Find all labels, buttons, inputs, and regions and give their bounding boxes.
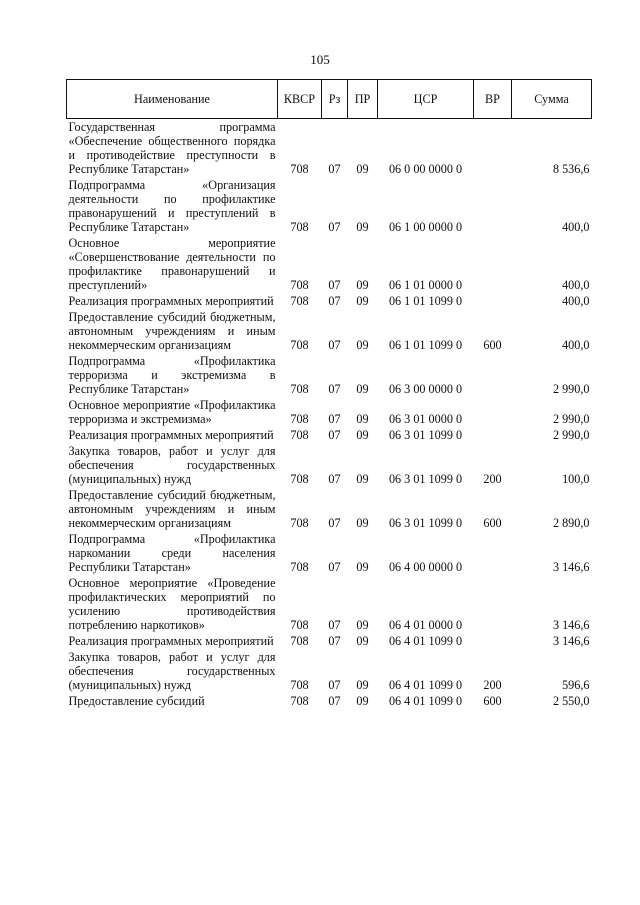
row-pr: 09: [356, 220, 369, 234]
row-kvsr: 708: [290, 694, 309, 708]
row-sum: 3 146,6: [552, 634, 590, 648]
row-pr: 09: [356, 294, 369, 308]
row-kvsr: 708: [290, 560, 309, 574]
table-header-row: [67, 80, 592, 119]
row-vr: [474, 427, 512, 443]
row-pr: 09: [356, 516, 369, 530]
row-sum: 400,0: [562, 338, 590, 352]
row-rz: 07: [328, 278, 341, 292]
row-vr: [474, 397, 512, 427]
row-pr: 09: [356, 278, 369, 292]
row-rz: 07: [328, 472, 341, 486]
row-pr: 09: [356, 634, 369, 648]
header-rz: Рз: [322, 80, 348, 119]
row-csr: 06 3 01 1099 0: [388, 428, 463, 442]
row-rz: 07: [328, 412, 341, 426]
row-vr: 600: [483, 338, 502, 352]
row-rz: 07: [328, 694, 341, 708]
row-vr: [474, 633, 512, 649]
row-csr: 06 1 01 1099 0: [388, 294, 463, 308]
row-rz: 07: [328, 338, 341, 352]
table-row: [67, 427, 592, 443]
row-name: Предоставление субсидий бюджетным, автономным учреждениям и иным некоммерческим организациям: [68, 488, 276, 530]
row-kvsr: 708: [290, 278, 309, 292]
row-pr: 09: [356, 428, 369, 442]
row-csr: 06 3 01 1099 0: [388, 516, 463, 530]
header-kvsr: КВСР: [278, 80, 322, 119]
row-sum: 2 890,0: [552, 516, 590, 530]
row-csr: 06 4 01 1099 0: [388, 678, 463, 692]
row-kvsr: 708: [290, 294, 309, 308]
row-vr: 200: [483, 678, 502, 692]
row-csr: 06 4 01 1099 0: [388, 694, 463, 708]
table-row: [67, 575, 592, 633]
row-csr: 06 3 01 1099 0: [388, 472, 463, 486]
row-csr: 06 4 00 0000 0: [388, 560, 463, 574]
row-kvsr: 708: [290, 618, 309, 632]
row-name: Предоставление субсидий: [68, 694, 205, 708]
row-vr: 200: [483, 472, 502, 486]
row-name: Реализация программных мероприятий: [68, 634, 274, 648]
row-name: Основное мероприятие «Профилактика терроризма и экстремизма»: [68, 398, 276, 426]
row-rz: 07: [328, 678, 341, 692]
table-row: [67, 353, 592, 397]
row-sum: 3 146,6: [552, 560, 590, 574]
row-kvsr: 708: [290, 412, 309, 426]
row-vr: [474, 293, 512, 309]
table-row: [67, 177, 592, 235]
row-vr: [474, 353, 512, 397]
row-pr: 09: [356, 560, 369, 574]
table-row: [67, 531, 592, 575]
row-rz: 07: [328, 428, 341, 442]
row-name: Подпрограмма «Профилактика наркомании среди населения Республики Татарстан»: [68, 532, 276, 574]
page-number: 105: [310, 52, 330, 67]
row-vr: 600: [483, 694, 502, 708]
row-vr: [474, 575, 512, 633]
row-vr: [474, 531, 512, 575]
row-pr: 09: [356, 618, 369, 632]
row-kvsr: 708: [290, 634, 309, 648]
table-row: [67, 443, 592, 487]
row-vr: 600: [483, 516, 502, 530]
header-sum: Сумма: [512, 80, 592, 119]
header-name: Наименование: [67, 80, 278, 119]
row-kvsr: 708: [290, 472, 309, 486]
row-csr: 06 3 00 0000 0: [388, 382, 463, 396]
row-sum: 2 550,0: [552, 694, 590, 708]
row-pr: 09: [356, 694, 369, 708]
row-sum: 8 536,6: [552, 162, 590, 176]
row-sum: 400,0: [562, 220, 590, 234]
row-pr: 09: [356, 472, 369, 486]
row-name: Реализация программных мероприятий: [68, 294, 274, 308]
table-row: [67, 119, 592, 178]
row-csr: 06 1 01 1099 0: [388, 338, 463, 352]
row-vr: [474, 119, 512, 178]
row-kvsr: 708: [290, 382, 309, 396]
header-pr: ПР: [348, 80, 378, 119]
row-rz: 07: [328, 220, 341, 234]
table-row: [67, 235, 592, 293]
table-row: [67, 309, 592, 353]
row-sum: 2 990,0: [552, 412, 590, 426]
row-kvsr: 708: [290, 678, 309, 692]
row-vr: [474, 177, 512, 235]
row-name: Государственная программа «Обеспечение общественного порядка и противодействие преступности в Республике Татарстан»: [68, 120, 276, 176]
row-kvsr: 708: [290, 338, 309, 352]
row-rz: 07: [328, 294, 341, 308]
table-row: [67, 487, 592, 531]
row-vr: [474, 235, 512, 293]
table-row: [67, 649, 592, 693]
row-pr: 09: [356, 338, 369, 352]
row-name: Закупка товаров, работ и услуг для обеспечения государственных (муниципальных) нужд: [68, 444, 276, 486]
row-rz: 07: [328, 516, 341, 530]
budget-table: [66, 79, 592, 709]
row-rz: 07: [328, 382, 341, 396]
row-pr: 09: [356, 412, 369, 426]
row-csr: 06 1 00 0000 0: [388, 220, 463, 234]
row-name: Основное мероприятие «Совершенствование деятельности по профилактике правонарушений и преступлений»: [68, 236, 276, 292]
header-vr: ВР: [474, 80, 512, 119]
row-csr: 06 0 00 0000 0: [388, 162, 463, 176]
table-row: [67, 693, 592, 709]
row-name: Подпрограмма «Профилактика терроризма и экстремизма в Республике Татарстан»: [68, 354, 276, 396]
table-row: [67, 397, 592, 427]
row-csr: 06 4 01 1099 0: [388, 634, 463, 648]
table-body: [67, 119, 592, 710]
row-sum: 400,0: [562, 278, 590, 292]
row-pr: 09: [356, 382, 369, 396]
row-sum: 100,0: [562, 472, 590, 486]
row-rz: 07: [328, 162, 341, 176]
table-row: [67, 293, 592, 309]
row-csr: 06 4 01 0000 0: [388, 618, 463, 632]
row-sum: 596,6: [562, 678, 590, 692]
row-name: Основное мероприятие «Проведение профилактических мероприятий по усилению противодействия потреблению наркотиков»: [68, 576, 276, 632]
row-kvsr: 708: [290, 162, 309, 176]
row-sum: 2 990,0: [552, 428, 590, 442]
row-name: Реализация программных мероприятий: [68, 428, 274, 442]
header-csr: ЦСР: [378, 80, 474, 119]
row-pr: 09: [356, 162, 369, 176]
row-csr: 06 3 01 0000 0: [388, 412, 463, 426]
row-kvsr: 708: [290, 428, 309, 442]
row-sum: 400,0: [562, 294, 590, 308]
row-rz: 07: [328, 618, 341, 632]
row-name: Предоставление субсидий бюджетным, автономным учреждениям и иным некоммерческим организациям: [68, 310, 276, 352]
row-rz: 07: [328, 634, 341, 648]
row-kvsr: 708: [290, 220, 309, 234]
row-name: Закупка товаров, работ и услуг для обеспечения государственных (муниципальных) нужд: [68, 650, 276, 692]
row-name: Подпрограмма «Организация деятельности по профилактике правонарушений и преступлений в Республике Татарстан»: [68, 178, 276, 234]
row-pr: 09: [356, 678, 369, 692]
row-sum: 2 990,0: [552, 382, 590, 396]
row-sum: 3 146,6: [552, 618, 590, 632]
row-csr: 06 1 01 0000 0: [388, 278, 463, 292]
row-rz: 07: [328, 560, 341, 574]
row-kvsr: 708: [290, 516, 309, 530]
table-row: [67, 633, 592, 649]
